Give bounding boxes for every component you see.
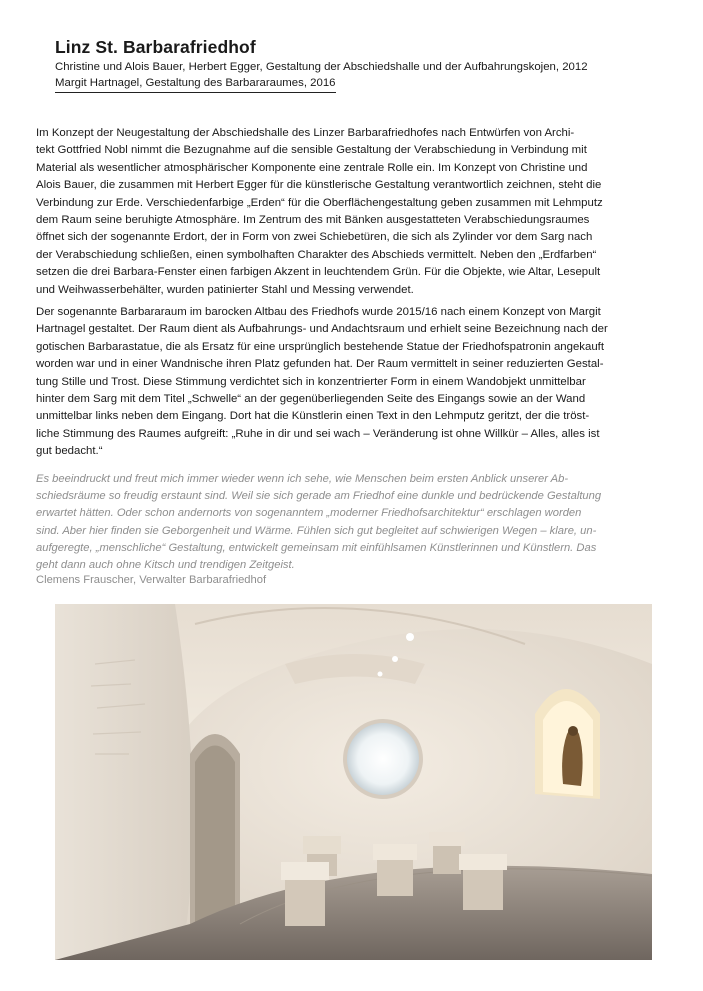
page-title: Linz St. Barbarafriedhof: [55, 37, 256, 57]
text-line: gotischen Barbarastatue, die als Ersatz für eine ursprünglich bestehende Statue der Friedhofspatronin angekauft: [36, 340, 604, 353]
text-line: dem Raum seine beruhigte Atmosphäre. Im Zentrum des mit Bänken ausgestatteten Verabschiedungsraumes: [36, 214, 590, 227]
text-line: liche Stimmung des Raumes aufgreift: „Ruhe in dir und sei wach – Veränderung ist ohne Willkür – Alles, alles ist: [36, 427, 600, 440]
text-line: öffnet sich der sogenannte Erdort, der in Form von zwei Schiebetüren, die sich als Zylinder vor dem Sarg nach: [36, 231, 593, 244]
text-line: setzen die drei Barbara-Fenster einen farbigen Akzent in leuchtendem Grün. Für die Objekte, wie Altar, Lesepult: [36, 266, 601, 279]
quote-line: sind. Aber hier finden sie Geborgenheit und Wärme. Fühlen sich gut begleitet auf schwierigen Wegen – klare, un-: [36, 524, 597, 537]
text-line: gut bedacht.“: [36, 445, 103, 458]
text-line: hinter dem Sarg mit dem Titel „Schwelle“ an der gegenüberliegenden Seite des Eingangs sowie an der Wand: [36, 393, 586, 406]
quote-line: erwartet hätten. Oder schon andernorts von sogenanntem „moderner Friedhofsarchitektur“ erschlagen worden: [36, 507, 582, 520]
text-line: Im Konzept der Neugestaltung der Abschiedshalle des Linzer Barbarafriedhofes nach Entwürfen von Archi-: [36, 127, 575, 139]
text-line: der Verabschiedung schließen, einen symbolhaften Charakter des Abschieds vermittelt. Neben den „Erdfarben“: [36, 248, 597, 261]
text-line: Hartnagel gestaltet. Der Raum dient als Aufbahrungs- und Andachtsraum und erhielt seine Bezeichnung nach der: [36, 323, 608, 336]
body-paragraph-2: [36, 304, 668, 461]
quote-line: Es beeindruckt und freut mich immer wieder wenn ich sehe, wie Menschen beim ersten Anblick unserer Ab-: [36, 473, 569, 485]
text-line: und Weihwasserbehälter, wurden patinierter Stahl und Messing verwendet.: [36, 283, 414, 296]
quote-block: [36, 471, 668, 574]
text-line: worden war und in einer Wandnische ihren Platz gefunden hat. Der Raum vermittelt in seiner reduzierten Gestal-: [36, 358, 604, 371]
quote-line: schiedsräume so freudig erstaunt sind. Weil sie sich gerade am Friedhof eine dunkle und bedrückende Gestaltung: [36, 490, 602, 503]
text-line: Alois Bauer, die zusammen mit Herbert Egger für die künstlerische Gestaltung verantwortlich zeichnen, steht die: [36, 179, 602, 192]
photo-illustration: [55, 604, 652, 960]
text-line: Der sogenannte Barbararaum im barocken Altbau des Friedhofs wurde 2015/16 nach einem Konzept von Margit: [36, 306, 601, 318]
quote-author: Clemens Frauscher, Verwalter Barbarafriedhof: [36, 574, 267, 586]
quote-line: geht dann auch ohne Kitsch und trendigen Zeitgeist.: [36, 559, 295, 572]
quote-line: aufgeregte, „menschliche“ Gestaltung, entwickelt gemeinsam mit einfühlsamen Künstlerinnen und Künstlern. Das: [36, 541, 597, 554]
credit-line-design-hall: Christine und Alois Bauer, Herbert Egger, Gestaltung der Abschiedshalle und der Aufbahrungskojen, 2012: [55, 61, 588, 73]
body-paragraph-1: [36, 125, 668, 299]
text-line: unmittelbar links neben dem Eingang. Dort hat die Künstlerin einen Text in den Lehmputz geritzt, der die tröst-: [36, 410, 590, 423]
credit-line-barbara-room: Margit Hartnagel, Gestaltung des Barbararaumes, 2016: [55, 76, 336, 93]
text-line: Material als wesentlicher atmosphärischer Komponente eine zentrale Rolle ein. Im Konzept von Christine und: [36, 161, 588, 174]
text-line: tung Stille und Trost. Diese Stimmung verdichtet sich in konzentrierter Form in einem Wandobjekt unmittelbar: [36, 375, 586, 388]
text-line: Verbindung zur Erde. Verschiedenfarbige „Erden“ für die Oberflächengestaltung geben zusammen mit Lehmputz: [36, 196, 603, 209]
chapel-interior-photo: [55, 604, 652, 960]
text-line: tekt Gottfried Nobl nimmt die Bezugnahme auf die sensible Gestaltung der Verabschiedung in Verbindung mit: [36, 144, 587, 157]
